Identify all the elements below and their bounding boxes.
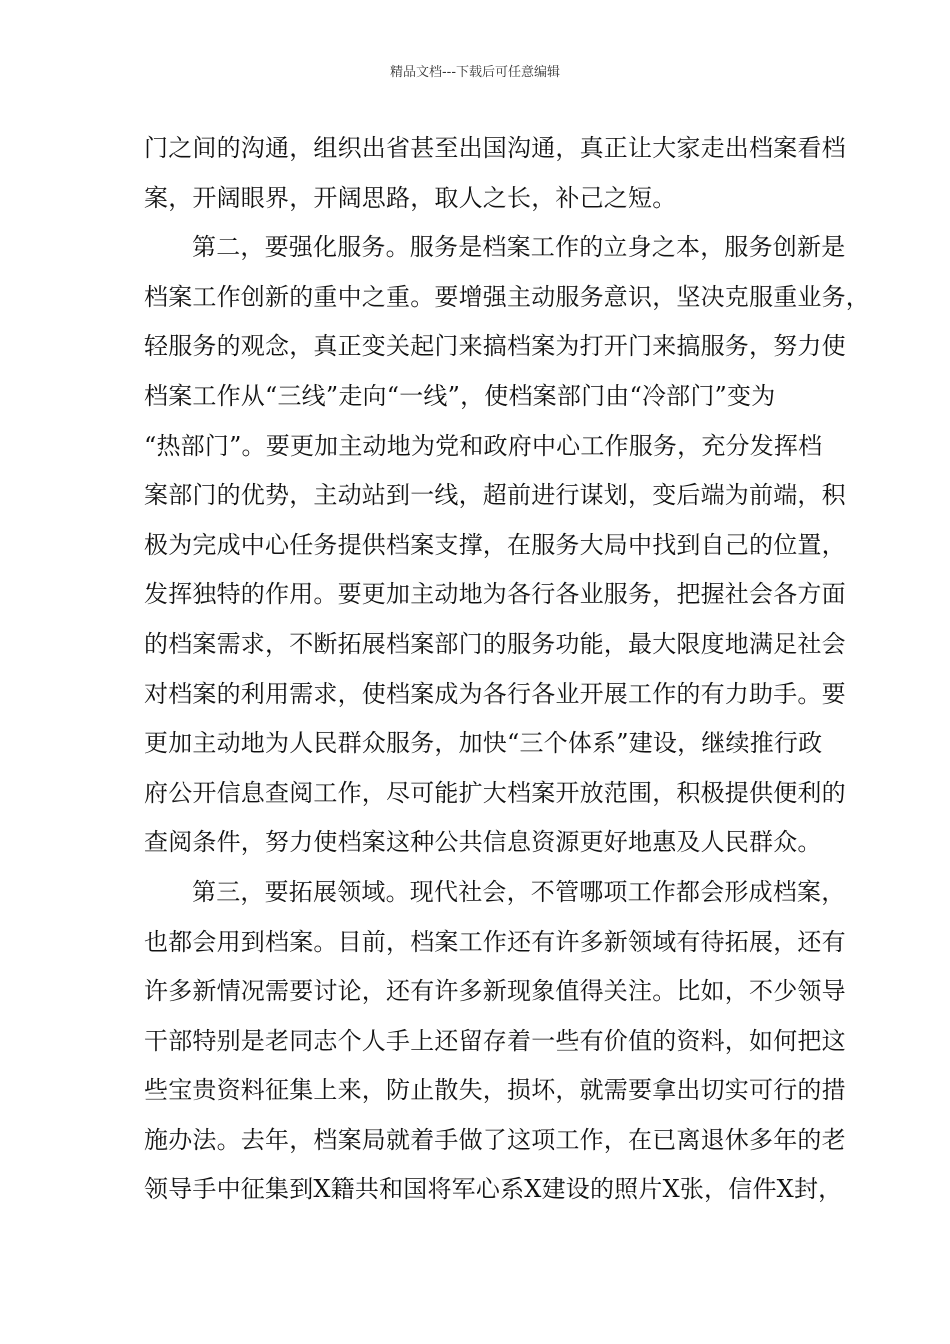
text-line: 查阅条件，努力使档案这种公共信息资源更好地惠及人民群众。 bbox=[144, 828, 822, 857]
text-line: 极为完成中心任务提供档案支撑，在服务大局中找到自己的位置， bbox=[144, 530, 846, 559]
text-line: 许多新情况需要讨论，还有许多新现象值得关注。比如，不少领导 bbox=[144, 977, 846, 1006]
text-line: 门之间的沟通，组织出省甚至出国沟通，真正让大家走出档案看档 bbox=[144, 134, 846, 162]
text-line: 干部特别是老同志个人手上还留存着一些有价值的资料，如何把这 bbox=[144, 1026, 846, 1055]
text-line: 更加主动地为人民群众服务，加快“三个体系”建设，继续推行政 bbox=[144, 729, 823, 758]
page-header: 精品文档---下载后可任意编辑 bbox=[389, 65, 561, 80]
paragraph-start-line: 第三，要拓展领域。现代社会，不管哪项工作都会形成档案， bbox=[192, 877, 846, 906]
text-line: 发挥独特的作用。要更加主动地为各行各业服务，把握社会各方面 bbox=[144, 580, 846, 609]
text-line: 案，开阔眼界，开阔思路，取人之长，补己之短。 bbox=[144, 183, 677, 212]
text-line: 施办法。去年，档案局就着手做了这项工作，在已离退休多年的老 bbox=[144, 1125, 846, 1154]
text-line: 档案工作创新的重中之重。要增强主动服务意识，坚决克服重业务， bbox=[144, 282, 870, 311]
text-line: 些宝贵资料征集上来，防止散失，损坏，就需要拿出切实可行的措 bbox=[144, 1076, 846, 1105]
text-line: 案部门的优势，主动站到一线，超前进行谋划，变后端为前端，积 bbox=[144, 481, 846, 510]
text-line: 领导手中征集到X籍共和国将军心系X建设的照片X张，信件X封， bbox=[144, 1175, 843, 1204]
text-line: 的档案需求，不断拓展档案部门的服务功能，最大限度地满足社会 bbox=[144, 629, 846, 658]
paragraph-start-line: 第二，要强化服务。服务是档案工作的立身之本，服务创新是 bbox=[192, 233, 846, 262]
text-line: “热部门”。要更加主动地为党和政府中心工作服务，充分发挥档 bbox=[144, 431, 823, 460]
text-line: 府公开信息查阅工作，尽可能扩大档案开放范围，积极提供便利的 bbox=[144, 778, 846, 807]
text-line: 也都会用到档案。目前，档案工作还有许多新领域有待拓展，还有 bbox=[144, 927, 846, 956]
text-line: 对档案的利用需求，使档案成为各行各业开展工作的有力助手。要 bbox=[144, 679, 846, 708]
text-line: 轻服务的观念，真正变关起门来搞档案为打开门来搞服务，努力使 bbox=[144, 332, 846, 361]
text-line: 档案工作从“三线”走向“一线”，使档案部门由“冷部门”变为 bbox=[144, 381, 776, 410]
document-body bbox=[144, 124, 870, 1215]
